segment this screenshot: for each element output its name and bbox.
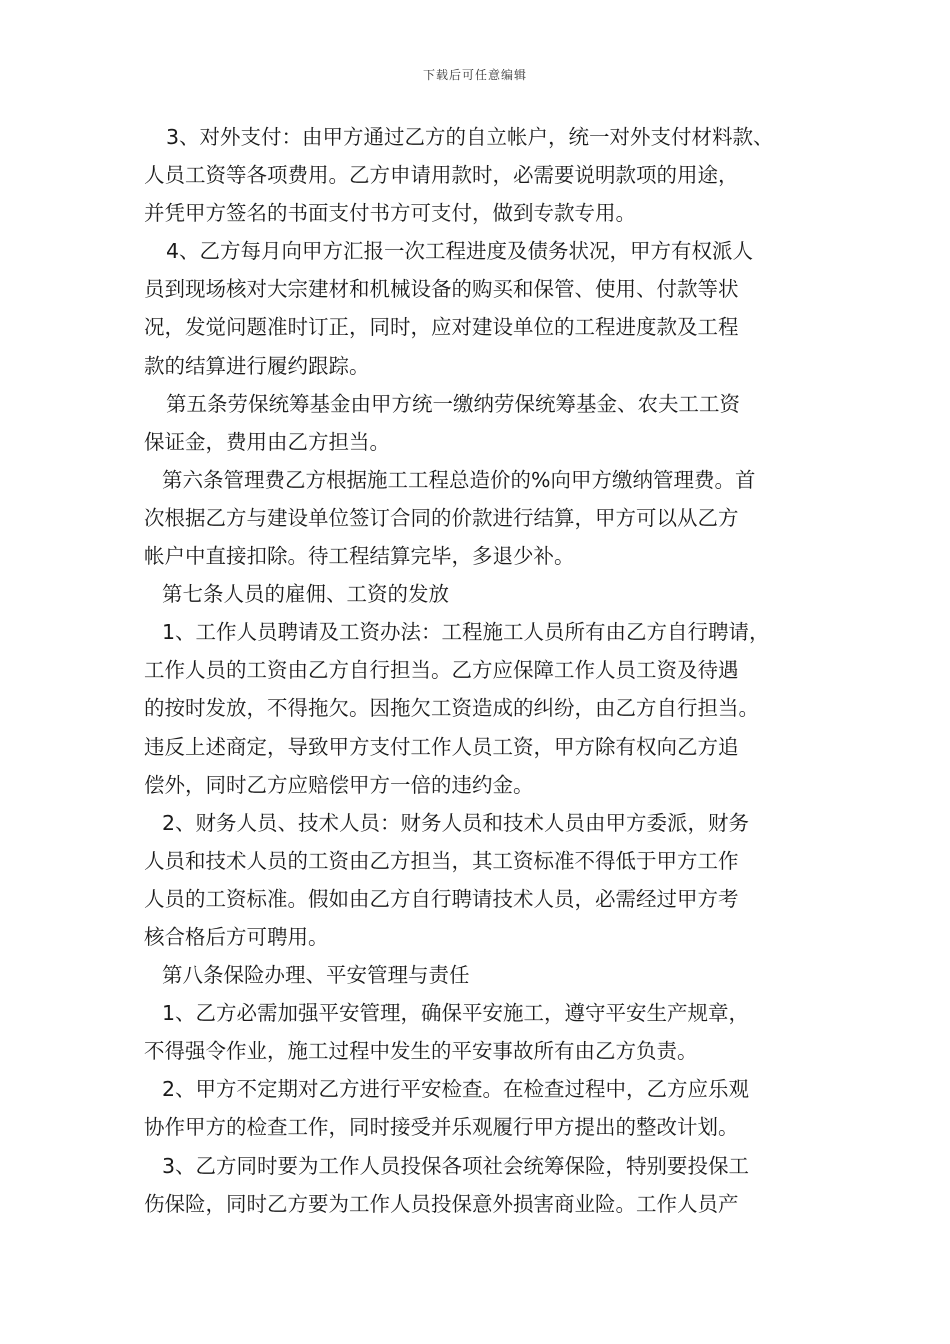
text-line: 款的结算进行履约跟踪。 (144, 353, 370, 378)
text-line: 帐户中直接扣除。待工程结算完毕，多退少补。 (144, 544, 575, 569)
text-line: 3、乙方同时要为工作人员投保各项社会统筹保险，特别要投保工 (162, 1153, 750, 1178)
text-line: 1、乙方必需加强平安管理，确保平安施工，遵守平安生产规章， (162, 1001, 750, 1026)
text-line: 第七条人员的雇佣、工资的发放 (162, 582, 449, 607)
text-line: 人员和技术人员的工资由乙方担当，其工资标准不得低于甲方工作 (144, 848, 739, 873)
text-line: 次根据乙方与建设单位签订合同的价款进行结算，甲方可以从乙方 (144, 505, 739, 530)
text-line: 不得强令作业，施工过程中发生的平安事故所有由乙方负责。 (144, 1039, 698, 1064)
text-line: 违反上述商定，导致甲方支付工作人员工资，甲方除有权向乙方追 (144, 734, 739, 759)
text-line: 2、财务人员、技术人员：财务人员和技术人员由甲方委派，财务 (162, 810, 750, 835)
header-note: 下载后可任意编辑 (422, 68, 527, 82)
text-line: 1、工作人员聘请及工资办法：工程施工人员所有由乙方自行聘请， (162, 620, 770, 645)
text-line: 3、对外支付：由甲方通过乙方的自立帐户，统一对外支付材料款、 (166, 125, 774, 149)
text-line: 协作甲方的检查工作，同时接受并乐观履行甲方提出的整改计划。 (144, 1115, 739, 1140)
text-line: 核合格后方可聘用。 (144, 924, 329, 949)
text-line: 人员的工资标准。假如由乙方自行聘请技术人员，必需经过甲方考 (144, 886, 739, 911)
text-line: 伤保险，同时乙方要为工作人员投保意外损害商业险。工作人员产 (144, 1191, 739, 1216)
text-line: 4、乙方每月向甲方汇报一次工程进度及债务状况，甲方有权派人 (166, 239, 754, 264)
text-line: 保证金，费用由乙方担当。 (144, 429, 390, 454)
text-line: 第六条管理费乙方根据施工工程总造价的%向甲方缴纳管理费。首 (162, 467, 756, 492)
text-line: 况，发觉问题准时订正，同时，应对建设单位的工程进度款及工程 (144, 315, 739, 340)
text-line: 2、甲方不定期对乙方进行平安检查。在检查过程中，乙方应乐观 (162, 1077, 750, 1102)
text-line: 第五条劳保统筹基金由甲方统一缴纳劳保统筹基金、农夫工工资 (166, 391, 740, 416)
text-line: 的按时发放，不得拖欠。因拖欠工资造成的纠纷，由乙方自行担当。 (144, 696, 759, 721)
text-line: 员到现场核对大宗建材和机械设备的购买和保管、使用、付款等状 (144, 277, 739, 302)
text-line: 第八条保险办理、平安管理与责任 (162, 963, 470, 988)
text-line: 工作人员的工资由乙方自行担当。乙方应保障工作人员工资及待遇 (144, 658, 739, 683)
text-line: 人员工资等各项费用。乙方申请用款时，必需要说明款项的用途， (144, 163, 739, 188)
text-line: 偿外，同时乙方应赔偿甲方一倍的违约金。 (144, 772, 534, 797)
text-line: 并凭甲方签名的书面支付书方可支付，做到专款专用。 (144, 201, 636, 226)
document-body (144, 118, 834, 1223)
